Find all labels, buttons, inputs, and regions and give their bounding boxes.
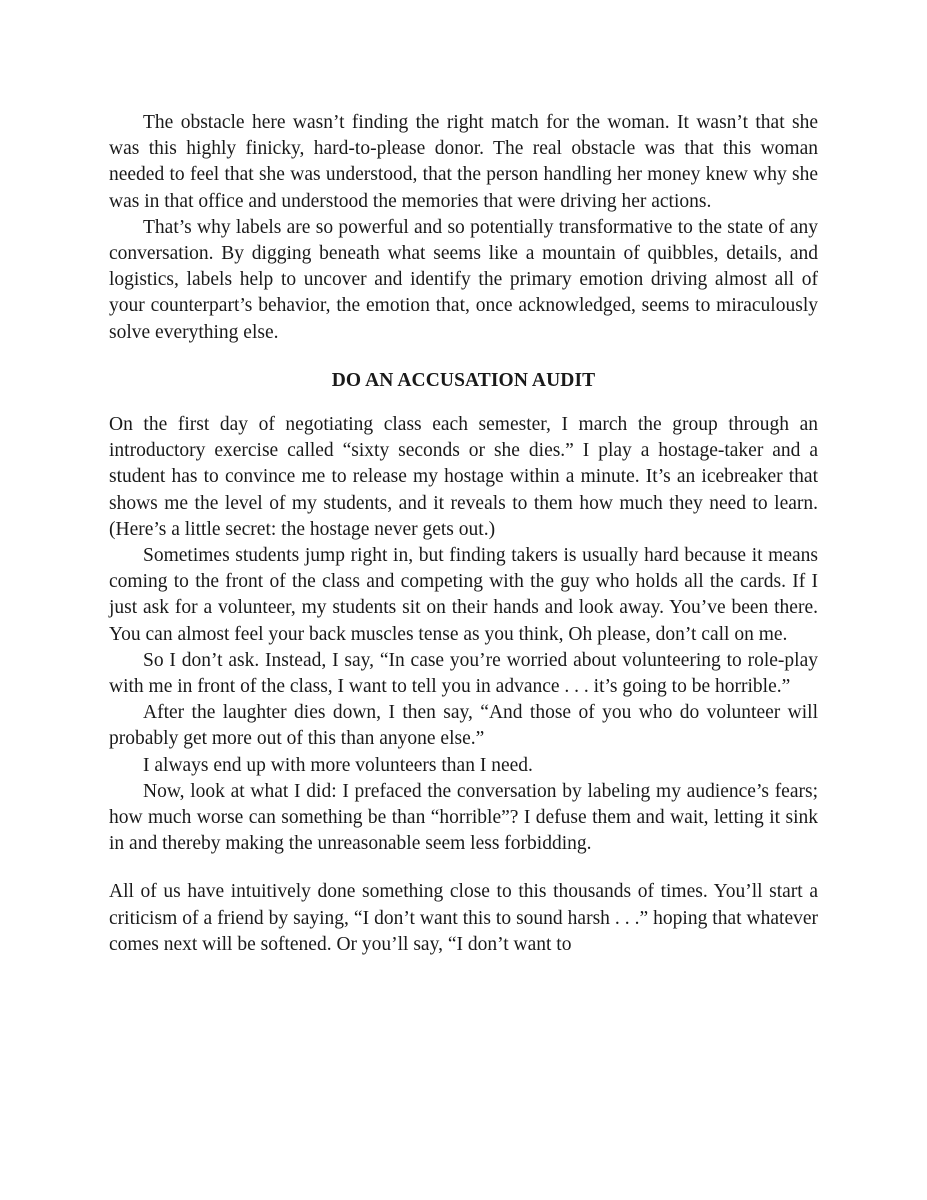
paragraph-students-jump: Sometimes students jump right in, but finding takers is usually hard because it means coming to the front of the class and competing with the guy who holds all the cards. If I just ask for a volunteer, my students sit on their hands and look away. You’ve been there. You can almost feel your back muscles tense as you think, Oh please, don’t call on me. [109, 545, 818, 645]
paragraph-intuitively: All of us have intuitively done something close to this thousands of times. You’ll start a criticism of a friend by saying, “I don’t want this to sound harsh . . .” hoping that whatever comes next will be softened. Or you’ll say, “I don’t want to [109, 881, 818, 955]
paragraph-first-day: On the first day of negotiating class each semester, I march the group through an introductory exercise called “sixty seconds or she dies.” I play a hostage-taker and a student has to convince me to release my hostage within a minute. It’s an icebreaker that shows me the level of my students, and it reveals to them how much they need to learn. (Here’s a little secret: the hostage never gets out.) [109, 414, 818, 540]
paragraph-labels-powerful: That’s why labels are so powerful and so potentially transformative to the state of any conversation. By digging beneath what seems like a mountain of quibbles, details, and logistics, labels help to uncover and identify the primary emotion driving almost all of your counterpart’s behavior, the emotion that, once acknowledged, seems to miraculously solve everything else. [109, 216, 818, 343]
paragraph-volunteers: I always end up with more volunteers than I need. [143, 754, 533, 776]
section-heading: DO AN ACCUSATION AUDIT [331, 369, 596, 391]
paragraph-dont-ask: So I don’t ask. Instead, I say, “In case you’re worried about volunteering to role-play with me in front of the class, I want to tell you in advance . . . it’s going to be horrible.” [109, 649, 818, 698]
paragraph-laughter: After the laughter dies down, I then say, “And those of you who do volunteer will probably get more out of this than anyone else.” [109, 702, 818, 750]
paragraph-look-what-i-did: Now, look at what I did: I prefaced the conversation by labeling my audience’s fears; how much worse can something be than “horrible”? I defuse them and wait, letting it sink in and thereby making the unreasonable seem less forbidding. [109, 780, 818, 855]
document-page [109, 110, 818, 958]
paragraph-obstacle: The obstacle here wasn’t finding the right match for the woman. It wasn’t that she was this highly finicky, hard-to-please donor. The real obstacle was that this woman needed to feel that she was understood, that the person handling her money knew why she was in that office and understood the memories that were driving her actions. [109, 112, 818, 212]
